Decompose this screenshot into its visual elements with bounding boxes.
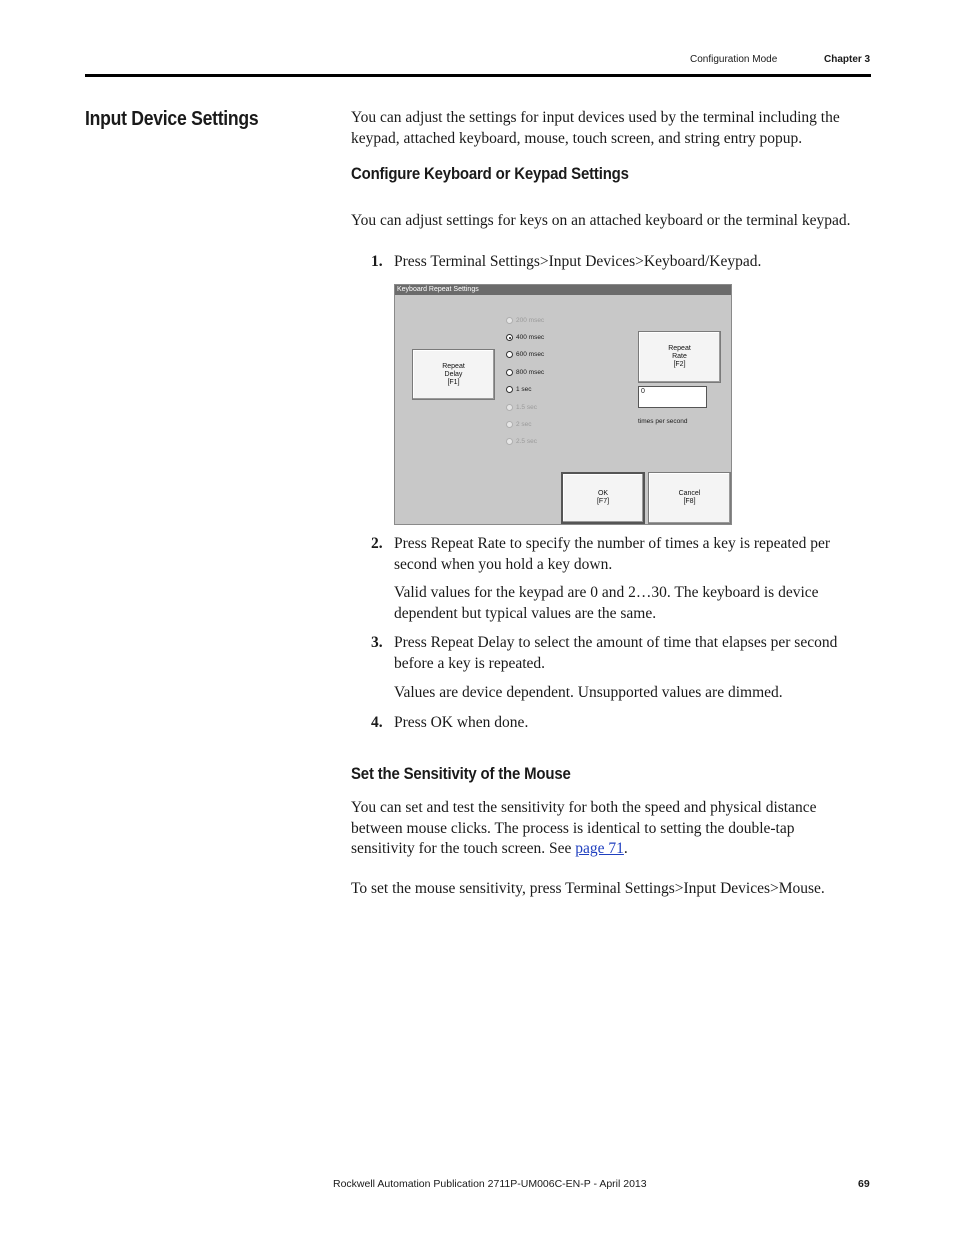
radio-2-sec[interactable] [506,420,532,429]
repeat-delay-button[interactable]: Repeat Delay [F1] [412,349,495,400]
repeat-rate-input[interactable]: 0 [638,386,707,408]
radio-400-msec[interactable] [506,333,544,342]
step-text: Press Terminal Settings>Input Devices>Keyboard/Keypad. [394,253,762,270]
header-chapter: Chapter 3 [824,54,871,65]
radio-dot-icon [506,334,513,341]
radio-label: 200 msec [516,317,545,324]
step-text: Press OK when done. [394,714,529,731]
radio-label: 600 msec [516,351,545,358]
keyboard-section-heading: Configure Keyboard or Keypad Settings [351,164,629,183]
mouse-section-text [351,798,841,860]
footer-page-number: 69 [858,1178,870,1190]
dialog-title: Keyboard Repeat Settings [395,285,731,295]
radio-dot-icon [506,421,513,428]
radio-1-sec[interactable] [506,385,532,394]
mouse-section-heading: Set the Sensitivity of the Mouse [351,764,571,783]
step-2-note: Valid values for the keypad are 0 and 2…30. The keyboard is device dependent but typical values are the same. [394,584,819,622]
step-number: 3. [371,634,383,651]
radio-dot-icon [506,351,513,358]
page-title: Input Device Settings [85,108,259,130]
step-text: Press Repeat Rate to specify the number of times a key is repeated per second when you hold a key down. [394,535,831,573]
radio-dot-icon [506,317,513,324]
cancel-button[interactable]: Cancel [F8] [648,472,731,524]
step-text: Press Repeat Delay to select the amount of time that elapses per second before a key is repeated. [394,634,838,672]
radio-label: 400 msec [516,334,545,341]
keyboard-section-text: You can adjust settings for keys on an attached keyboard or the terminal keypad. [351,212,851,229]
mouse-text-end: . [623,840,628,857]
intro-paragraph: You can adjust the settings for input devices used by the terminal including the keypad, attached keyboard, mouse, touch screen, and string entry popup. [351,109,840,147]
repeat-rate-button[interactable]: Repeat Rate [F2] [638,331,721,383]
radio-dot-icon [506,438,513,445]
header-rule [85,74,871,77]
step-number: 1. [371,253,383,270]
radio-800-msec[interactable] [506,368,544,377]
ok-button[interactable]: OK [F7] [561,472,645,524]
step-3-note: Values are device dependent. Unsupported values are dimmed. [394,684,783,701]
step-number: 4. [371,714,383,731]
header-section-name: Configuration Mode [690,54,778,65]
radio-label: 2.5 sec [516,438,537,445]
step-number: 2. [371,535,383,552]
mouse-section-text-2: To set the mouse sensitivity, press Terminal Settings>Input Devices>Mouse. [351,880,825,897]
footer-publication: Rockwell Automation Publication 2711P-UM006C-EN-P - April 2013 [333,1178,647,1190]
radio-label: 1 sec [516,386,532,393]
rate-unit-label: times per second [638,418,688,425]
radio-dot-icon [506,404,513,411]
radio-1-5-sec[interactable] [506,403,537,412]
radio-200-msec[interactable] [506,316,544,325]
mouse-text-body: You can set and test the sensitivity for both the speed and physical distance between mouse clicks. The process is identical to setting the double-tap sensitivity for the touch screen. See [351,799,817,857]
radio-dot-icon [506,386,513,393]
radio-600-msec[interactable] [506,350,544,359]
radio-2-5-sec[interactable] [506,437,537,446]
keyboard-repeat-settings-dialog [394,284,732,525]
radio-label: 800 msec [516,369,545,376]
radio-label: 1.5 sec [516,404,537,411]
page-71-link[interactable]: page 71 [575,840,624,857]
radio-dot-icon [506,369,513,376]
radio-label: 2 sec [516,421,532,428]
